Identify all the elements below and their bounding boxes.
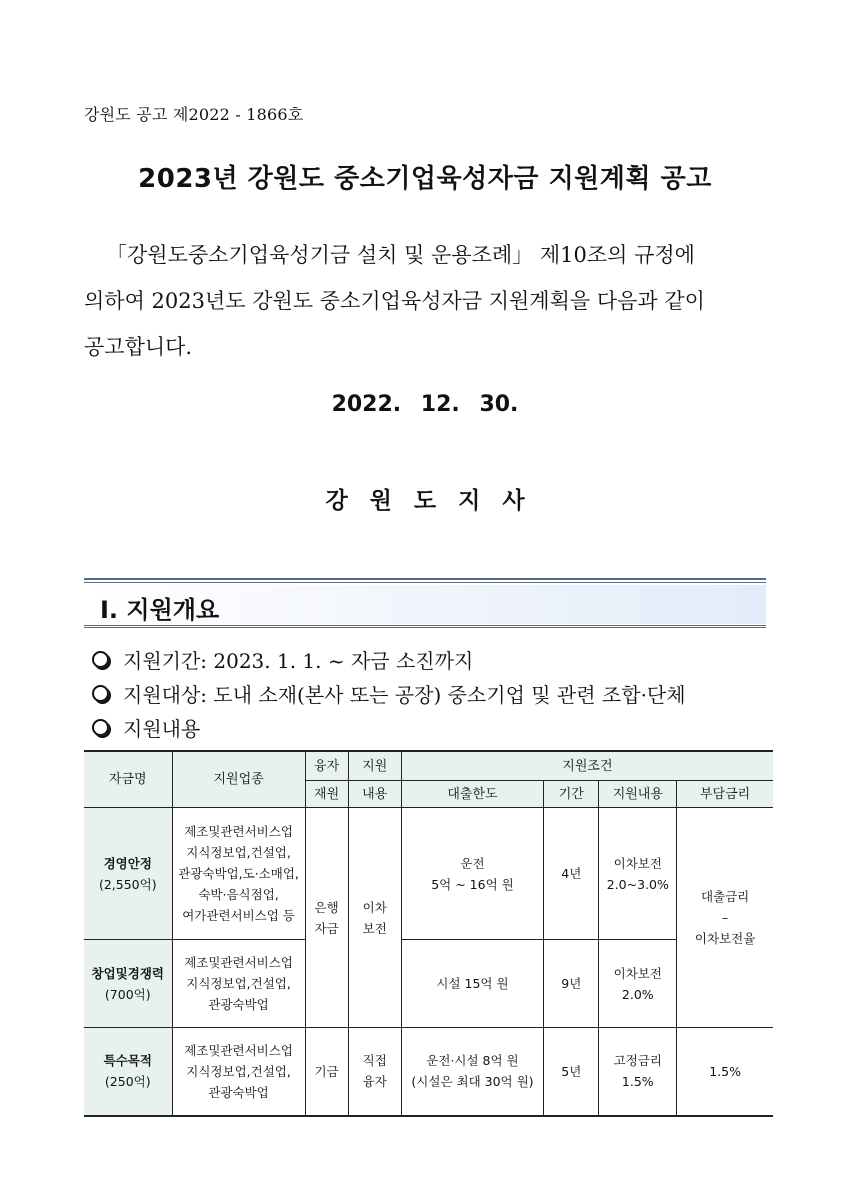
support-cell	[599, 808, 677, 940]
bullet-item	[92, 676, 686, 710]
bullet-item	[92, 642, 686, 676]
fund-name: 창업및경쟁력	[91, 965, 164, 981]
industry-line: 여가관련서비스업 등	[182, 908, 295, 923]
industry-line: 제조및관련서비스업	[184, 1042, 293, 1058]
bullet-item	[92, 710, 686, 744]
rate-cell	[677, 808, 773, 1028]
rate-line: –	[721, 910, 729, 925]
support-line: 고정금리	[613, 1053, 662, 1069]
section-heading: Ⅰ. 지원개요	[100, 596, 220, 624]
industry-line: 관광숙박업,도·소매업,	[178, 866, 299, 881]
rate-line: 이차보전율	[694, 931, 756, 946]
industry-cell	[172, 1028, 305, 1116]
industry-line: 숙박·음식점업,	[198, 887, 279, 902]
period-cell: 5년	[544, 1028, 599, 1116]
bullet-text: 지원대상: 도내 소재(본사 또는 공장) 중소기업 및 관련 조합·단체	[123, 682, 686, 707]
support-line: 2.0%	[621, 986, 654, 1002]
fund-name: 특수목적	[103, 1053, 152, 1069]
industry-line: 제조및관련서비스업	[184, 824, 293, 839]
notice-date: 2022. 12. 30.	[331, 392, 519, 417]
limit-line: 운전·시설 8억 원	[426, 1053, 519, 1069]
rate-line: 대출금리	[700, 889, 750, 904]
limit-line: 운전	[460, 855, 485, 871]
support-table	[84, 750, 773, 1117]
content-cell	[348, 1028, 401, 1116]
support-line: 1.5%	[621, 1074, 654, 1090]
page-title: 2023년 강원도 중소기업육성자금 지원계획 공고	[138, 164, 712, 194]
circle-bullet-icon	[92, 719, 109, 736]
table-row	[84, 808, 773, 940]
period-cell: 4년	[544, 808, 599, 940]
support-line: 이차보전	[613, 965, 662, 981]
issuer: 강원도지사	[325, 488, 547, 514]
content-line: 융자	[362, 1074, 387, 1090]
industry-cell	[172, 940, 305, 1028]
section-header-bar	[84, 578, 766, 628]
fund-name: 경영안정	[103, 855, 152, 871]
header-content-1: 지원	[348, 751, 401, 781]
content-cell	[348, 808, 401, 1028]
intro-line-1: 「강원도중소기업육성기금 설치 및 운용조례」 제10조의 규정에	[106, 243, 695, 267]
limit-cell	[401, 808, 543, 940]
limit-line: 5억 ~ 16억 원	[431, 876, 514, 892]
fund-name-cell	[84, 1028, 172, 1116]
fund-amount: (2,550억)	[98, 876, 157, 892]
industry-cell	[172, 808, 305, 940]
limit-cell: 시설 15억 원	[401, 940, 543, 1028]
header-support: 지원내용	[599, 781, 677, 808]
header-content-2: 내용	[348, 781, 401, 808]
industry-line: 관광숙박업	[208, 1084, 269, 1100]
overview-bullets	[92, 642, 686, 744]
header-conditions: 지원조건	[401, 751, 773, 781]
header-fund-name: 자금명	[84, 751, 172, 808]
support-cell	[599, 940, 677, 1028]
support-cell	[599, 1028, 677, 1116]
fund-name-cell	[84, 940, 172, 1028]
content-line: 직접	[362, 1053, 387, 1069]
industry-line: 지식정보업,건설업,	[186, 1063, 291, 1079]
header-source-1: 융자	[305, 751, 348, 781]
header-period: 기간	[544, 781, 599, 808]
support-line: 이차보전	[613, 855, 662, 871]
bullet-text: 지원기간: 2023. 1. 1. ~ 자금 소진까지	[123, 648, 474, 673]
intro-line-3: 공고합니다.	[84, 335, 193, 359]
support-line: 2.0~3.0%	[606, 876, 669, 892]
intro-paragraph	[84, 232, 774, 370]
notice-number: 강원도 공고 제2022 - 1866호	[84, 105, 304, 124]
industry-line: 제조및관련서비스업	[184, 955, 293, 970]
table-row	[84, 940, 773, 1028]
header-industry: 지원업종	[172, 751, 305, 808]
content-line: 보전	[362, 920, 387, 936]
fund-amount: (700억)	[104, 986, 151, 1002]
content-line: 이차	[362, 899, 387, 915]
industry-line: 관광숙박업	[208, 997, 269, 1012]
limit-line: (시설은 최대 30억 원)	[411, 1074, 534, 1090]
source-line: 은행	[314, 899, 339, 915]
circle-bullet-icon	[92, 651, 109, 668]
fund-name-cell	[84, 808, 172, 940]
header-rate: 부담금리	[677, 781, 773, 808]
circle-bullet-icon	[92, 685, 109, 702]
intro-line-2: 의하여 2023년도 강원도 중소기업육성자금 지원계획을 다음과 같이	[84, 289, 705, 313]
source-cell: 기금	[305, 1028, 348, 1116]
table-header-row	[84, 751, 773, 781]
rate-cell: 1.5%	[677, 1028, 773, 1116]
bullet-text: 지원내용	[123, 716, 201, 741]
header-source-2: 재원	[305, 781, 348, 808]
industry-line: 지식정보업,건설업,	[186, 976, 291, 991]
industry-line: 지식정보업,건설업,	[186, 845, 291, 860]
header-limit: 대출한도	[401, 781, 543, 808]
period-cell: 9년	[544, 940, 599, 1028]
fund-amount: (250억)	[104, 1074, 151, 1090]
limit-cell	[401, 1028, 543, 1116]
source-line: 자금	[314, 920, 339, 936]
table-row	[84, 1028, 773, 1116]
source-cell	[305, 808, 348, 1028]
